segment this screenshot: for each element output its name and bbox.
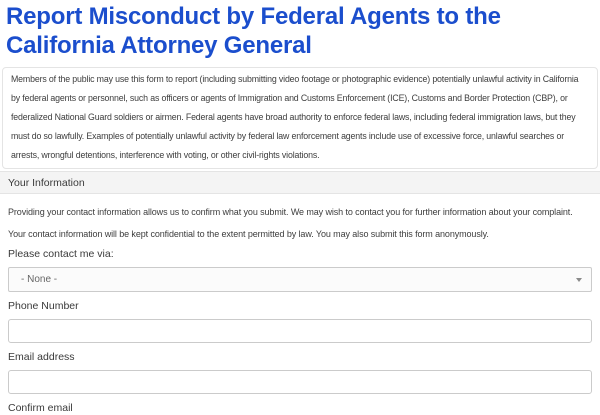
email-label: Email address <box>8 351 75 363</box>
form-area <box>0 202 600 415</box>
contact-via-selected-value: - None - <box>21 274 58 285</box>
confirm-email-label: Confirm email <box>8 402 73 414</box>
intro-panel <box>2 67 598 169</box>
field-phone <box>8 300 592 343</box>
chevron-down-icon <box>576 278 582 282</box>
email-input[interactable] <box>8 370 592 394</box>
page-title: Report Misconduct by Federal Agents to the California Attorney General <box>6 3 501 59</box>
field-email <box>8 351 592 394</box>
section-header-label: Your Information <box>8 176 85 189</box>
field-contact-via <box>8 248 592 292</box>
intro-text: Members of the public may use this form to report (including submitting video footage or photographic evidence) potentially unlawful activity in California by federal agents or personnel, such as officers or agents of Immigration and Customs Enforcement (ICE), Customs and Border Protection (CBP), or federalized National Guard soldiers or airmen. Federal agents have broad authority to enforce federal laws, including federal immigration laws, but they must do so lawfully. Examples of potentially unlawful activity by federal law enforcement agents include use of excessive force, unlawful searches or arrests, wrongful detentions, interference with voting, or other civil-rights violations. <box>11 74 579 160</box>
contact-via-label: Please contact me via: <box>8 248 114 260</box>
report-form-page <box>0 2 600 414</box>
section-header-your-information <box>0 171 600 194</box>
contact-via-select[interactable] <box>8 267 592 292</box>
phone-input[interactable] <box>8 319 592 343</box>
section-description: Providing your contact information allows us to confirm what you submit. We may wish to contact you for further information about your complaint. Your contact information will be kept confidential to the extent permitted by law. You may also submit this form anonymously. <box>8 207 573 239</box>
phone-label: Phone Number <box>8 300 79 312</box>
field-confirm-email <box>8 402 592 415</box>
